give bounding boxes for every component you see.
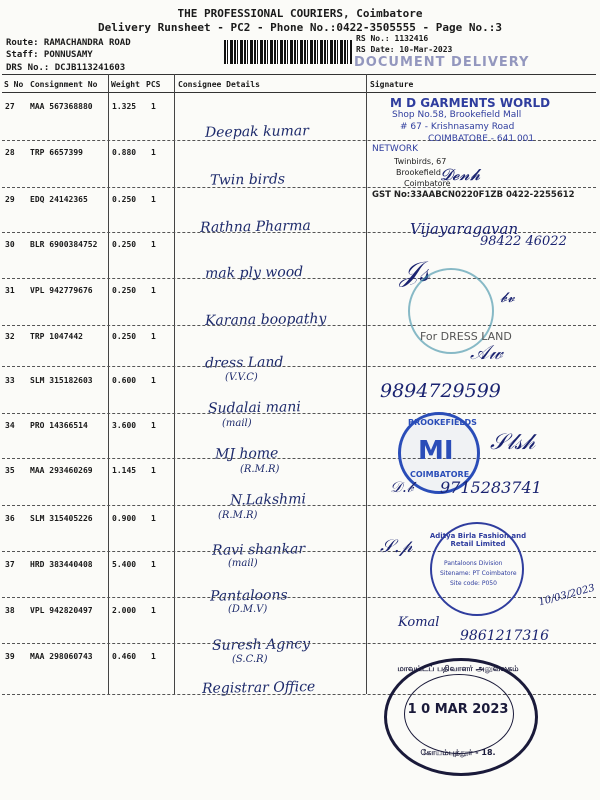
row-sno: 32 — [5, 332, 15, 341]
row-consignment: VPL 942820497 — [30, 606, 93, 615]
row-consignee: Registrar Office — [201, 679, 316, 697]
brookefields-stamp-bottom: COIMBATORE — [410, 470, 470, 479]
row-sno: 38 — [5, 606, 15, 615]
row-note: (mail) — [222, 418, 252, 429]
row-divider — [2, 413, 596, 414]
drs-number: DRS No.: DCJB113241603 — [6, 63, 126, 73]
table-top-border — [2, 74, 596, 75]
pantaloons-date: 10/03/2023 — [537, 582, 597, 609]
row-weight: 5.400 — [112, 560, 137, 569]
staff-label: Staff: PONNUSAMY — [6, 50, 93, 60]
md-garments-stamp-line: # 67 - Krishnasamy Road — [400, 122, 515, 132]
registrar-stamp-date: 1 0 MAR 2023 — [407, 702, 509, 717]
row-sno: 37 — [5, 560, 15, 569]
row-consignment: MAA 293460269 — [30, 466, 93, 475]
row-pcs: 1 — [151, 606, 156, 615]
page-title: THE PROFESSIONAL COURIERS, Coimbatore — [177, 7, 423, 20]
row-divider — [2, 366, 596, 367]
row-weight: 0.600 — [112, 376, 137, 385]
row-consignment: TRP 6657399 — [30, 148, 83, 157]
row-consignee: Karana boopathy — [204, 310, 327, 330]
twinbirds-stamp-line: Coimbatore — [404, 179, 451, 188]
row-consignee: Suresh Agncy — [211, 636, 311, 654]
signature-mark: 𝒜𝓌 — [470, 340, 503, 364]
row-note: (R.M.R) — [218, 510, 258, 521]
rs-date: RS Date: 10-Mar-2023 — [356, 45, 453, 54]
row-weight: 0.880 — [112, 148, 137, 157]
row-divider — [2, 278, 596, 279]
row-weight: 0.460 — [112, 652, 137, 661]
row-pcs: 1 — [151, 560, 156, 569]
row-pcs: 1 — [151, 421, 156, 430]
col-signature: Signature — [370, 80, 414, 89]
row-divider — [2, 505, 596, 506]
row-consignee: Pantaloons — [209, 587, 288, 605]
barcode — [224, 40, 352, 64]
signature-mark: 𝒮.𝓅 — [380, 536, 413, 557]
md-garments-stamp-line: COIMBATORE - 641 001 — [428, 134, 535, 144]
twinbirds-stamp-line: Twinbirds, 67 — [394, 157, 447, 166]
row-pcs: 1 — [151, 148, 156, 157]
row-consignee: Sudalai mani — [207, 399, 301, 417]
row-weight: 0.250 — [112, 332, 137, 341]
registrar-stamp-bottom-text: கோயம்புத்தூர் - 18. — [420, 748, 496, 757]
document-delivery-stamp: DOCUMENT DELIVERY — [354, 55, 530, 70]
row-note: (V.V.C) — [225, 372, 258, 383]
row-consignment: TRP 1047442 — [30, 332, 83, 341]
phone-number: 9861217316 — [460, 628, 550, 644]
route-label: Route: RAMACHANDRA ROAD — [6, 38, 131, 48]
row-sno: 36 — [5, 514, 15, 523]
row-consignee: Ravi shankar — [211, 541, 306, 559]
row-weight: 0.900 — [112, 514, 137, 523]
row-consignment: EDQ 24142365 — [30, 195, 88, 204]
row-consignment: MAA 567368880 — [30, 102, 93, 111]
col-consignment: Consignment No — [30, 80, 98, 89]
row-divider — [2, 325, 596, 326]
row-sno: 30 — [5, 240, 15, 249]
row-sno: 35 — [5, 466, 15, 475]
row-consignment: MAA 298060743 — [30, 652, 93, 661]
row-weight: 0.250 — [112, 240, 137, 249]
signature-mark: 𝒟.𝒷 — [390, 478, 414, 496]
row-sno: 27 — [5, 102, 15, 111]
rs-number: RS No.: 1132416 — [356, 34, 429, 43]
table-header-border — [2, 92, 596, 93]
phone-number: 9715283741 — [440, 478, 542, 497]
row-consignment: HRD 383440408 — [30, 560, 93, 569]
col-consignee: Consignee Details — [178, 80, 260, 89]
row-weight: 2.000 — [112, 606, 137, 615]
row-sno: 31 — [5, 286, 15, 295]
row-pcs: 1 — [151, 195, 156, 204]
row-consignee: N.Lakshmi — [229, 491, 307, 509]
pantaloons-ring-text: Aditya Birla Fashion and Retail Limited — [429, 532, 527, 548]
column-divider — [366, 74, 367, 694]
row-weight: 0.250 — [112, 286, 137, 295]
row-divider — [2, 458, 596, 459]
md-garments-stamp-title: M D GARMENTS WORLD — [390, 96, 551, 110]
col-pcs: PCS — [146, 80, 161, 89]
row-consignee: MJ home — [214, 445, 279, 463]
row-sno: 29 — [5, 195, 15, 204]
column-divider — [174, 74, 175, 694]
column-divider — [108, 74, 109, 694]
row-weight: 1.325 — [112, 102, 137, 111]
row-note: (S.C.R) — [232, 654, 268, 665]
brookefields-stamp-top: BROOKEFIELDS — [408, 418, 477, 427]
row-pcs: 1 — [151, 466, 156, 475]
row-sno: 28 — [5, 148, 15, 157]
row-consignment: SLM 315405226 — [30, 514, 93, 523]
signature-mark: 𝓓𝓮𝓷𝓱 — [440, 165, 481, 184]
registrar-stamp-top-text: மாவட்டப் பதிவாளர் அலுவலகம் — [397, 664, 519, 673]
row-consignee: mak ply wood — [204, 264, 304, 282]
row-pcs: 1 — [151, 240, 156, 249]
col-sno: S No — [4, 80, 24, 89]
pantaloons-division: Pantaloons Division — [444, 560, 503, 567]
row-consignee: Deepak kumar — [204, 123, 309, 141]
row-divider — [2, 187, 596, 188]
row-note: (D.M.V) — [228, 604, 268, 615]
pantaloons-store: Sitename: PT Coimbatore — [440, 570, 517, 577]
row-consignee: dress Land — [204, 354, 284, 372]
pantaloons-code: Site code: P050 — [450, 580, 497, 587]
row-pcs: 1 — [151, 286, 156, 295]
signature-mark: 𝒮𝓁𝓈𝒽 — [490, 430, 536, 455]
row-consignee: Rathna Pharma — [199, 218, 311, 236]
row-consignment: VPL 942779676 — [30, 286, 93, 295]
twinbirds-stamp-line: Brookefield — [396, 168, 441, 177]
row-weight: 1.145 — [112, 466, 137, 475]
row-sno: 39 — [5, 652, 15, 661]
row-consignee: Twin birds — [209, 171, 286, 189]
phone-number: 9894729599 — [380, 380, 501, 402]
row-note: (R.M.R) — [240, 464, 280, 475]
phone-number: 98422 46022 — [480, 234, 567, 249]
komal-signature: Komal — [398, 615, 440, 630]
row-pcs: 1 — [151, 102, 156, 111]
gst-stamp: GST No:33AABCN0220F1ZB 0422-2255612 — [372, 190, 575, 200]
row-sno: 34 — [5, 421, 15, 430]
md-garments-stamp-line: Shop No.58, Brookefield Mall — [392, 110, 522, 120]
signature-mark: 𝒥𝓈 — [400, 255, 430, 288]
signature-mark: 𝓫𝓿 — [500, 290, 515, 306]
row-pcs: 1 — [151, 652, 156, 661]
row-consignment: SLM 315182603 — [30, 376, 93, 385]
row-pcs: 1 — [151, 514, 156, 523]
row-consignment: BLR 6900384752 — [30, 240, 98, 249]
col-weight: Weight — [111, 80, 140, 89]
row-weight: 3.600 — [112, 421, 137, 430]
row-sno: 33 — [5, 376, 15, 385]
dress-land-stamp: For DRESS LAND — [420, 330, 512, 343]
page-subtitle: Delivery Runsheet - PC2 - Phone No.:0422-3505555 - Page No.:3 — [98, 21, 502, 34]
row-consignment: PRO 14366514 — [30, 421, 88, 430]
row-pcs: 1 — [151, 332, 156, 341]
row-note: (mail) — [228, 558, 258, 569]
row-weight: 0.250 — [112, 195, 137, 204]
vijayaragavan-signature: Vijayaragavan — [410, 220, 519, 238]
network-stamp: NETWORK — [372, 144, 419, 154]
mi-logo: MI — [418, 436, 454, 466]
row-pcs: 1 — [151, 376, 156, 385]
